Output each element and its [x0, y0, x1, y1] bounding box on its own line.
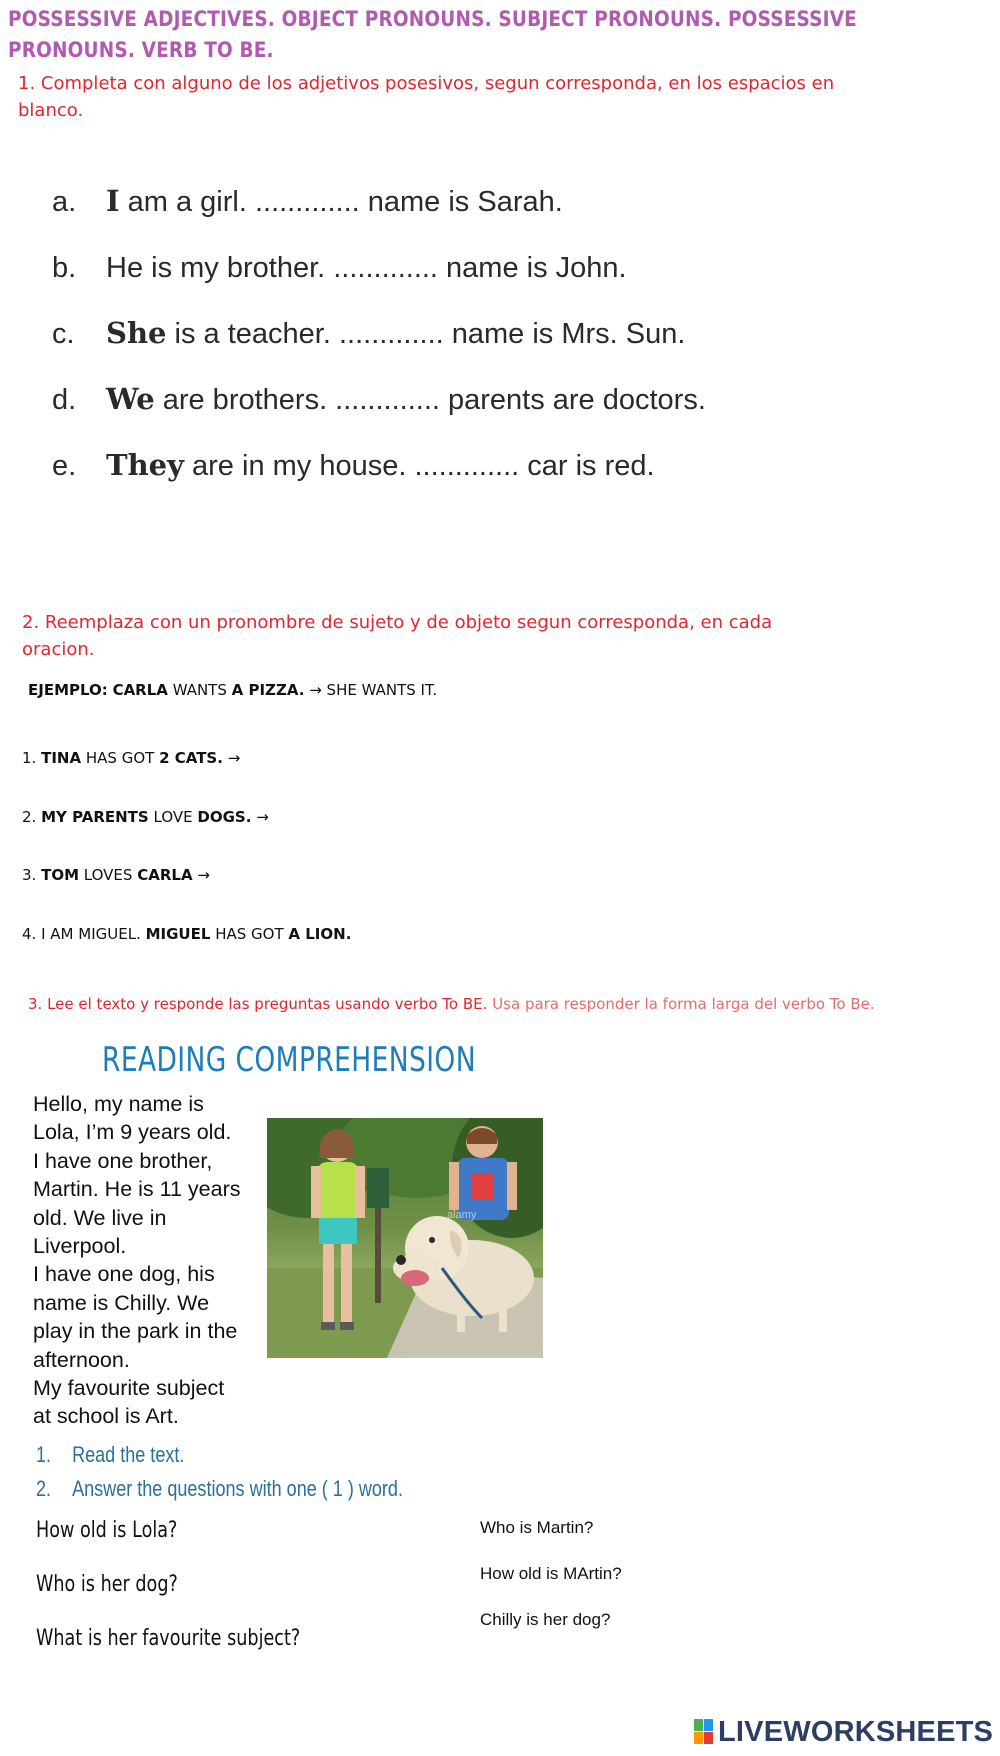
example-answer: SHE WANTS IT.	[326, 681, 438, 699]
item-letter: d.	[52, 384, 77, 416]
exercise-item	[22, 808, 269, 826]
item-verb: LOVES	[83, 866, 133, 884]
item-subject: MY PARENTS	[41, 808, 149, 826]
exercise-item	[22, 749, 240, 767]
page-title: POSSESSIVE ADJECTIVES. OBJECT PRONOUNS. SUBJECT PRONOUNS. POSSESSIVE PRONOUNS. VERB TO BE.	[8, 7, 857, 62]
question: Who is her dog?	[36, 1572, 178, 1597]
exercise-item	[52, 250, 627, 285]
item-number: 4.	[22, 925, 37, 943]
section3-instruction-extra: Usa para responder la forma larga del verbo To Be.	[492, 995, 875, 1013]
reading-line: at school is Art.	[33, 1404, 179, 1429]
example-object: A PIZZA.	[231, 681, 305, 699]
photo-watermark: alamy	[447, 1209, 477, 1221]
item-text: He is my brother. ............. name is John.	[106, 252, 627, 284]
exercise-item	[52, 382, 706, 417]
reading-line: Hello, my name is	[33, 1092, 204, 1116]
item-object: DOGS.	[197, 808, 252, 826]
item-number: 3.	[22, 866, 37, 884]
example-label: EJEMPLO:	[28, 681, 108, 699]
item-object: A LION.	[288, 925, 352, 943]
item-object: 2 CATS.	[159, 749, 223, 767]
step-number: 2.	[36, 1476, 52, 1501]
exercise-item	[52, 184, 563, 219]
item-intro: I AM MIGUEL.	[41, 925, 141, 943]
reading-title: READING COMPREHENSION	[102, 1040, 476, 1080]
reading-line: afternoon.	[33, 1347, 130, 1372]
reading-line: Martin. He is 11 years	[33, 1177, 241, 1202]
question: Chilly is her dog?	[480, 1610, 611, 1629]
exercise-item	[52, 448, 655, 483]
item-subject: TINA	[41, 749, 82, 767]
photo-illustration	[267, 1118, 543, 1358]
reading-line: old. We live in	[33, 1205, 167, 1230]
item-number: 1.	[22, 749, 37, 767]
liveworksheets-logo[interactable]	[694, 1716, 993, 1748]
item-subject: I	[106, 184, 120, 218]
item-letter: e.	[52, 450, 77, 482]
exercise-item	[22, 925, 351, 943]
exercise-item	[52, 316, 685, 351]
item-verb: HAS GOT	[215, 925, 284, 943]
task-step	[36, 1476, 403, 1502]
arrow-icon: →	[227, 749, 241, 767]
reading-line: My favourite subject	[33, 1376, 225, 1401]
reading-line: I have one dog, his	[33, 1262, 215, 1287]
item-subject: We	[106, 382, 155, 416]
example-verb: WANTS	[172, 681, 227, 699]
item-letter: c.	[52, 318, 75, 350]
question: How old is MArtin?	[480, 1564, 622, 1583]
step-text: Read the text.	[72, 1442, 185, 1467]
section2-instruction: 2. Reemplaza con un pronombre de sujeto y de objeto segun corresponda, en cada oracion.	[22, 612, 773, 660]
logo-text: LIVEWORKSHEETS	[718, 1715, 994, 1748]
example-subject: CARLA	[112, 681, 168, 699]
item-letter: b.	[52, 252, 77, 284]
question: How old is Lola?	[36, 1518, 178, 1543]
item-subject: They	[106, 448, 184, 482]
item-verb: HAS GOT	[85, 749, 155, 767]
step-number: 1.	[36, 1442, 52, 1467]
kids-with-dog-photo	[267, 1118, 543, 1358]
task-step	[36, 1442, 184, 1468]
section3-instruction-main: 3. Lee el texto y responde las preguntas usando verbo To BE.	[28, 995, 488, 1013]
arrow-icon: →	[309, 681, 322, 699]
item-subject: She	[106, 316, 167, 350]
arrow-icon: →	[197, 866, 210, 884]
item-verb: LOVE	[153, 808, 193, 826]
reading-line: Lola, I’m 9 years old.	[33, 1120, 232, 1145]
reading-line: Liverpool.	[33, 1234, 127, 1259]
step-text: Answer the questions with one ( 1 ) word.	[72, 1476, 403, 1501]
item-subject: TOM	[41, 866, 80, 884]
question: What is her favourite subject?	[36, 1626, 301, 1651]
logo-mark-icon	[694, 1719, 714, 1745]
reading-line: name is Chilly. We	[33, 1290, 210, 1315]
reading-passage	[33, 1090, 283, 1431]
item-text: are brothers. ............. parents are doctors.	[154, 384, 706, 416]
arrow-icon: →	[256, 808, 269, 826]
exercise-item	[22, 866, 210, 884]
reading-line: I have one brother,	[33, 1148, 213, 1173]
example-sentence	[28, 681, 437, 699]
item-letter: a.	[52, 186, 77, 218]
item-object: CARLA	[137, 866, 193, 884]
item-text: are in my house. ............. car is red.	[183, 450, 655, 482]
item-number: 2.	[22, 808, 37, 826]
section3-instruction	[28, 995, 875, 1013]
section1-instruction: 1. Completa con alguno de los adjetivos posesivos, segun corresponda, en los espacios en blanco.	[18, 73, 835, 121]
item-subject: MIGUEL	[145, 925, 211, 943]
item-text: am a girl. ............. name is Sarah.	[119, 186, 563, 218]
question: Who is Martin?	[480, 1518, 594, 1537]
reading-line: play in the park in the	[33, 1319, 238, 1344]
item-text: is a teacher. ............. name is Mrs. Sun.	[166, 318, 686, 350]
